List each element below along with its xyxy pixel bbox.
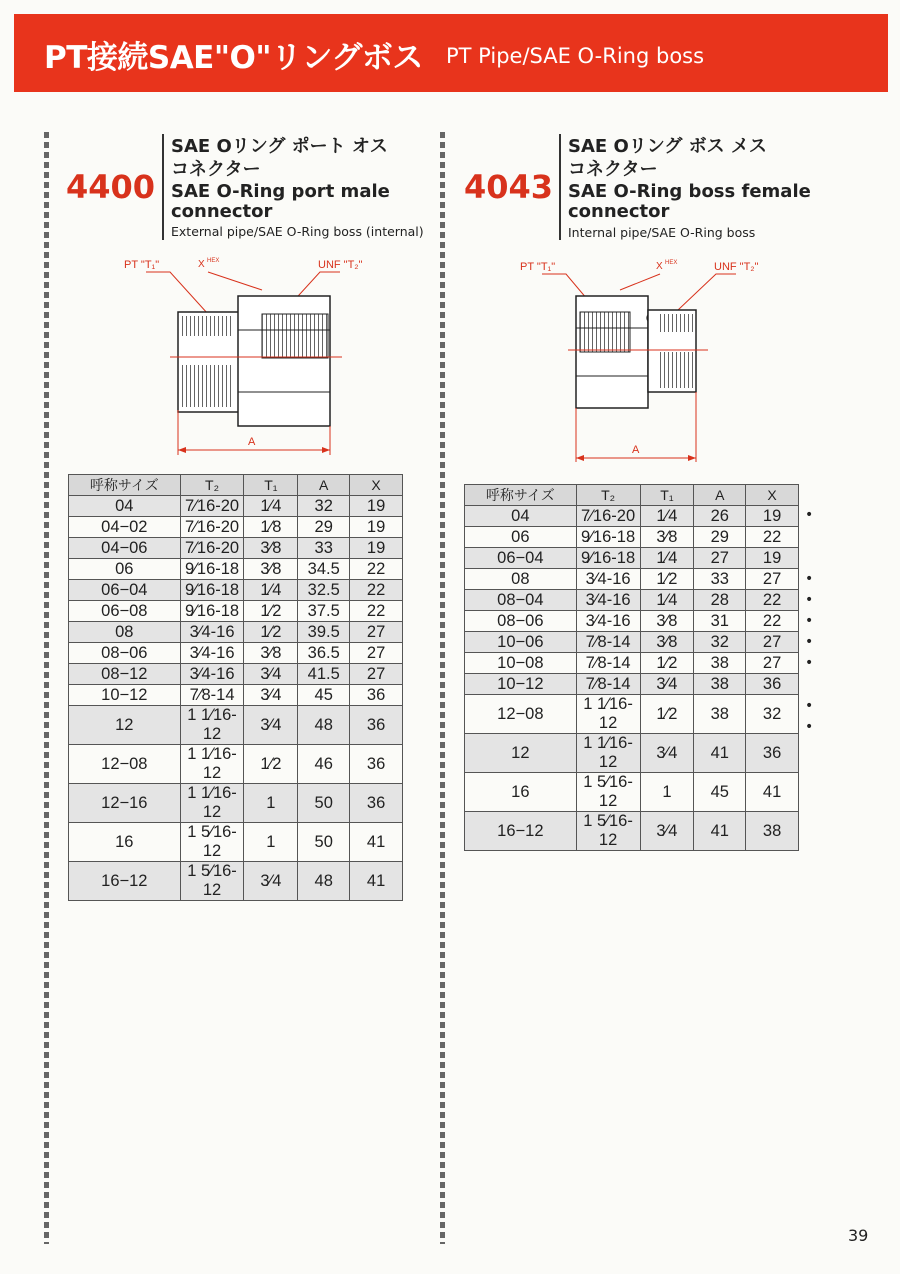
cell-size: 08−12 [69,664,181,685]
label-unf: UNF "T₂" [714,261,759,273]
table-row [465,632,799,653]
title-jp-line2: コネクター [568,159,658,180]
cell-t1: 1⁄4 [640,590,694,611]
cell-x: 19 [350,496,403,517]
cell-size: 16 [465,773,577,812]
cell-x: 27 [350,664,403,685]
cell-size: 16−12 [465,812,577,851]
cell-a: 50 [298,823,350,862]
cell-size: 08−06 [465,611,577,632]
cell-t2: 1 5⁄16-12 [180,862,244,901]
cell-a: 38 [694,674,746,695]
table-row [69,664,403,685]
table-row [465,812,799,851]
cell-size: 10−12 [465,674,577,695]
table-row [69,580,403,601]
cell-t2: 7⁄16-20 [180,496,244,517]
header-title-jp: PT接続SAE"O"リングボス [44,40,423,76]
subtitle: External pipe/SAE O-Ring boss (internal) [171,224,424,239]
cell-t1: 3⁄8 [244,538,298,559]
cell-t2: 1 5⁄16-12 [576,812,640,851]
left-dashed-rule [44,132,49,1244]
cell-t2: 9⁄16-18 [180,580,244,601]
cell-a: 32.5 [298,580,350,601]
cell-a: 41.5 [298,664,350,685]
col-header-size: 呼称サイズ [69,475,181,496]
row-mark-bullet: • [805,655,814,672]
product-number: 4043 [464,168,554,206]
col-header-t1: T₁ [640,485,694,506]
row-mark-bullet: • [805,634,814,651]
spec-table-4043 [464,484,799,851]
label-hex: X [198,259,205,270]
cell-t1: 3⁄4 [244,685,298,706]
product-number: 4400 [66,168,156,206]
cell-x: 36 [746,674,799,695]
table-row [69,622,403,643]
label-pt: PT "T₁" [520,261,556,273]
cell-t1: 3⁄8 [244,643,298,664]
center-dashed-rule [440,132,445,1244]
table-row [69,706,403,745]
cell-a: 26 [694,506,746,527]
cell-t2: 7⁄16-20 [576,506,640,527]
cell-a: 38 [694,695,746,734]
cell-size: 08−04 [465,590,577,611]
cell-size: 12 [465,734,577,773]
cell-t1: 3⁄4 [640,734,694,773]
cell-t2: 1 1⁄16-12 [180,706,244,745]
cell-size: 08 [69,622,181,643]
table-row [465,611,799,632]
cell-a: 32 [298,496,350,517]
cell-x: 22 [350,601,403,622]
cell-t1: 1⁄8 [244,517,298,538]
cell-x: 22 [746,590,799,611]
page-number: 39 [848,1226,869,1245]
table-row [465,653,799,674]
cell-x: 41 [746,773,799,812]
cell-x: 19 [350,538,403,559]
table-row [465,527,799,548]
cell-t1: 3⁄8 [244,559,298,580]
table-row [69,823,403,862]
cell-a: 33 [694,569,746,590]
cell-x: 38 [746,812,799,851]
table-row [69,517,403,538]
cell-t1: 3⁄4 [244,706,298,745]
table-row [465,548,799,569]
cell-size: 16 [69,823,181,862]
cell-size: 06 [69,559,181,580]
cell-x: 36 [350,706,403,745]
cell-x: 36 [350,745,403,784]
col-header-size: 呼称サイズ [465,485,577,506]
title-divider [162,134,164,240]
cell-a: 45 [694,773,746,812]
cell-x: 22 [746,527,799,548]
cell-t2: 1 1⁄16-12 [576,734,640,773]
col-header-t1: T₁ [244,475,298,496]
col-header-t2: T₂ [576,485,640,506]
cell-t1: 3⁄4 [244,664,298,685]
cell-t2: 3⁄4-16 [180,643,244,664]
title-en-line1: SAE O-Ring port male [171,181,390,202]
cell-t1: 1⁄2 [640,569,694,590]
cell-t1: 3⁄8 [640,527,694,548]
cell-t1: 1⁄2 [640,653,694,674]
cell-t1: 3⁄4 [244,862,298,901]
cell-t1: 3⁄4 [640,674,694,695]
col-header-a: A [298,475,350,496]
cell-a: 36.5 [298,643,350,664]
cell-a: 33 [298,538,350,559]
cell-t1: 1⁄4 [640,506,694,527]
cell-a: 34.5 [298,559,350,580]
cell-x: 19 [746,506,799,527]
cell-size: 16−12 [69,862,181,901]
col-header-x: X [350,475,403,496]
cell-t1: 1 [244,784,298,823]
cell-t2: 7⁄8-14 [180,685,244,706]
cell-t2: 7⁄16-20 [180,517,244,538]
cell-a: 46 [298,745,350,784]
cell-a: 37.5 [298,601,350,622]
cell-a: 48 [298,862,350,901]
cell-size: 10−06 [465,632,577,653]
cell-size: 12−08 [69,745,181,784]
cell-size: 12−16 [69,784,181,823]
cell-t1: 1⁄2 [640,695,694,734]
title-divider [559,134,561,240]
cell-a: 41 [694,734,746,773]
col-header-x: X [746,485,799,506]
cell-a: 29 [694,527,746,548]
cell-t1: 1 [244,823,298,862]
header-title-en: PT Pipe/SAE O-Ring boss [446,44,705,68]
cell-x: 22 [350,580,403,601]
title-en-line2: connector [171,201,273,222]
row-mark-bullet: • [805,507,814,523]
cell-x: 36 [350,784,403,823]
cell-t1: 3⁄8 [640,632,694,653]
cell-t2: 9⁄16-18 [180,601,244,622]
col-header-t2: T₂ [180,475,244,496]
table-row [465,773,799,812]
cell-t2: 7⁄16-20 [180,538,244,559]
cell-t1: 1⁄4 [244,496,298,517]
cell-x: 41 [350,823,403,862]
cell-t2: 7⁄8-14 [576,674,640,695]
cell-a: 32 [694,632,746,653]
cell-t1: 1⁄4 [244,580,298,601]
cell-t2: 3⁄4-16 [576,590,640,611]
table-row [465,734,799,773]
cell-t1: 3⁄4 [640,812,694,851]
cell-x: 22 [350,559,403,580]
page-header [14,14,888,92]
cell-a: 39.5 [298,622,350,643]
label-unf: UNF "T₂" [318,259,363,271]
label-a: A [632,444,640,456]
cell-a: 27 [694,548,746,569]
cell-x: 36 [350,685,403,706]
title-jp-line1: SAE Oリング ボス メス [568,136,767,157]
cell-size: 06−04 [69,580,181,601]
spec-table-4400 [68,474,403,901]
cell-t2: 3⁄4-16 [576,569,640,590]
label-hex-sup: HEX [665,260,678,266]
table-row [69,745,403,784]
cell-size: 08−06 [69,643,181,664]
cell-t2: 3⁄4-16 [180,622,244,643]
table-row [465,695,799,734]
cell-t2: 3⁄4-16 [180,664,244,685]
table-row [69,559,403,580]
row-mark-bullet: • [805,613,814,629]
table-row [465,674,799,695]
cell-t1: 1⁄2 [244,601,298,622]
table-row [69,496,403,517]
table-row [69,643,403,664]
cell-x: 19 [746,548,799,569]
cell-x: 19 [350,517,403,538]
label-hex: X [656,261,663,272]
cell-a: 45 [298,685,350,706]
cell-t2: 1 1⁄16-12 [576,695,640,734]
cell-size: 06−08 [69,601,181,622]
cell-a: 50 [298,784,350,823]
label-a: A [248,436,256,448]
label-hex-sup: HEX [207,258,220,264]
cell-a: 41 [694,812,746,851]
cell-size: 04 [69,496,181,517]
cell-t2: 9⁄16-18 [576,527,640,548]
row-mark-bullet: • [805,697,814,714]
cell-t2: 3⁄4-16 [576,611,640,632]
cell-size: 04−06 [69,538,181,559]
table-row [69,862,403,901]
cell-size: 12 [69,706,181,745]
cell-size: 08 [465,569,577,590]
cell-x: 32 [746,695,799,734]
title-en-line1: SAE O-Ring boss female [568,181,811,202]
cell-size: 04 [465,506,577,527]
cell-a: 31 [694,611,746,632]
fitting-diagram-4400 [124,250,430,460]
cell-t1: 1⁄2 [244,745,298,784]
row-mark-bullet: • [805,570,814,587]
cell-t1: 1 [640,773,694,812]
cell-a: 38 [694,653,746,674]
cell-t1: 3⁄8 [640,611,694,632]
table-row [69,685,403,706]
col-header-a: A [694,485,746,506]
cell-t2: 7⁄8-14 [576,632,640,653]
table-row [465,506,799,527]
cell-size: 10−08 [465,653,577,674]
table-row [69,784,403,823]
cell-x: 36 [746,734,799,773]
row-mark-bullet: • [805,719,814,735]
cell-size: 12−08 [465,695,577,734]
cell-t2: 7⁄8-14 [576,653,640,674]
cell-size: 10−12 [69,685,181,706]
cell-size: 06 [465,527,577,548]
label-pt: PT "T₁" [124,259,160,271]
cell-x: 41 [350,862,403,901]
fitting-diagram-4043 [520,252,828,462]
title-jp-line1: SAE Oリング ポート オス [171,136,388,157]
table-row [69,538,403,559]
cell-t2: 9⁄16-18 [576,548,640,569]
cell-t1: 1⁄2 [244,622,298,643]
cell-a: 48 [298,706,350,745]
table-row [465,569,799,590]
subtitle: Internal pipe/SAE O-Ring boss [568,225,756,240]
cell-size: 06−04 [465,548,577,569]
table-row [69,601,403,622]
title-en-line2: connector [568,201,670,222]
cell-x: 27 [746,569,799,590]
cell-x: 27 [350,643,403,664]
cell-t2: 9⁄16-18 [180,559,244,580]
cell-x: 27 [350,622,403,643]
cell-t2: 1 1⁄16-12 [180,784,244,823]
cell-a: 29 [298,517,350,538]
title-jp-line2: コネクター [171,159,261,180]
cell-size: 04−02 [69,517,181,538]
cell-x: 27 [746,632,799,653]
cell-t2: 1 5⁄16-12 [180,823,244,862]
cell-t2: 1 1⁄16-12 [180,745,244,784]
table-row [465,590,799,611]
cell-t1: 1⁄4 [640,548,694,569]
cell-a: 28 [694,590,746,611]
row-mark-bullet: • [805,591,814,608]
cell-x: 27 [746,653,799,674]
cell-t2: 1 5⁄16-12 [576,773,640,812]
cell-x: 22 [746,611,799,632]
